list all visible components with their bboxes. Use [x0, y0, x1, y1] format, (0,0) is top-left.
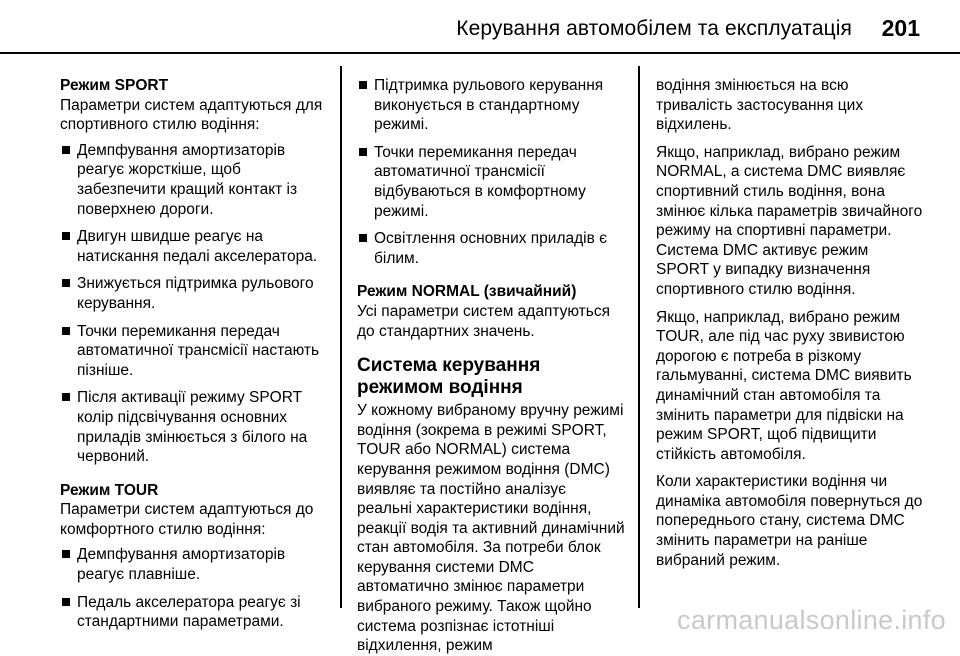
square-bullet-icon: [62, 327, 70, 335]
square-bullet-icon: [359, 81, 367, 89]
tour-heading: Режим TOUR: [60, 481, 159, 499]
column-divider-2: [638, 66, 640, 608]
list-item: Демпфування амортизаторів реагує жорсткіше, щоб забезпечити кращий контакт із поверхнею дороги.: [60, 141, 328, 219]
square-bullet-icon: [62, 232, 70, 240]
paragraph: Коли характеристики водіння чи динаміка автомобіля повернуться до попереднього стану, система DMC змінить параметри на раніше вибраний режим.: [656, 473, 923, 569]
column-1: [60, 76, 328, 646]
tour-list-continued: [357, 76, 625, 268]
section-normal: [357, 282, 625, 341]
list-item: Демпфування амортизаторів реагує плавніше.: [60, 545, 328, 584]
square-bullet-icon: [62, 598, 70, 606]
square-bullet-icon: [62, 146, 70, 154]
page-header: [0, 0, 960, 52]
normal-heading: Режим NORMAL (звичайний): [357, 283, 577, 301]
list-item: Освітлення основних приладів є білим.: [357, 229, 625, 268]
list-item: Двигун швидше реагує на натискання педалі акселератора.: [60, 227, 328, 266]
column-3: [656, 76, 924, 578]
square-bullet-icon: [62, 550, 70, 558]
column-2: [357, 76, 625, 656]
list-item: Підтримка рульового керування виконується в стандартному режимі.: [357, 76, 625, 135]
header-rule: [0, 52, 960, 54]
page-number: 201: [881, 15, 920, 41]
tour-list: [60, 545, 328, 631]
sport-intro: Параметри систем адаптуються для спортивного стилю водіння:: [60, 96, 323, 134]
section-tour: [60, 481, 328, 632]
normal-text: Усі параметри систем адаптуються до стандартних значень.: [357, 302, 610, 340]
header-title: Керування автомобілем та експлуатація: [456, 17, 852, 40]
square-bullet-icon: [62, 393, 70, 401]
dmc-text: У кожному вибраному вручну режимі водіння (зокрема в режимі SPORT, TOUR або NORMAL) система керування режимом водіння (DMC) виявляє та постійно аналізує реальні характеристики водіння, реакції водія та активний динамічний стан автомобіля. За потреби блок керування системи DMC автоматично змінює параметри вибраного режиму. Також щойно система розпізнає істотніші відхилення, режим: [357, 402, 625, 655]
paragraph: Якщо, наприклад, вибрано режим NORMAL, а система DMC виявляє спортивний стиль водіння, вона змінює кілька параметрів звичайного режиму на спортивні параметри. Система DMC активує режим SPORT у випадку визначення спортивного стилю водіння.: [656, 143, 923, 298]
sport-list: [60, 141, 328, 467]
list-item: Точки перемикання передач автоматичної трансмісії настають пізніше.: [60, 322, 328, 381]
square-bullet-icon: [359, 148, 367, 156]
column-divider-1: [340, 66, 342, 608]
dmc-heading: Система керування режимом водіння: [357, 355, 541, 399]
watermark: carmanualsonline.info: [677, 605, 946, 635]
paragraph: Якщо, наприклад, вибрано режим TOUR, але під час руху звивистою дорогою є потреба в різкому гальмуванні, система DMC виявить динамічний стан автомобіля та змінить параметри для підвіски на режим SPORT, щоб підвищити стійкість автомобіля.: [656, 308, 912, 463]
list-item: Педаль акселератора реагує зі стандартними параметрами.: [60, 593, 328, 632]
paragraph: водіння змінюється на всю тривалість застосування цих відхилень.: [656, 77, 864, 134]
section-dmc: [357, 355, 625, 656]
square-bullet-icon: [359, 234, 367, 242]
square-bullet-icon: [62, 279, 70, 287]
list-item: Після активації режиму SPORT колір підсвічування основних приладів змінюється з білого на червоний.: [60, 388, 328, 466]
tour-intro: Параметри систем адаптуються до комфортного стилю водіння:: [60, 501, 314, 538]
section-sport: [60, 76, 328, 467]
sport-heading: Режим SPORT: [60, 77, 169, 94]
list-item: Точки перемикання передач автоматичної трансмісії відбуваються в комфортному режимі.: [357, 143, 625, 221]
list-item: Знижується підтримка рульового керування.: [60, 274, 328, 313]
